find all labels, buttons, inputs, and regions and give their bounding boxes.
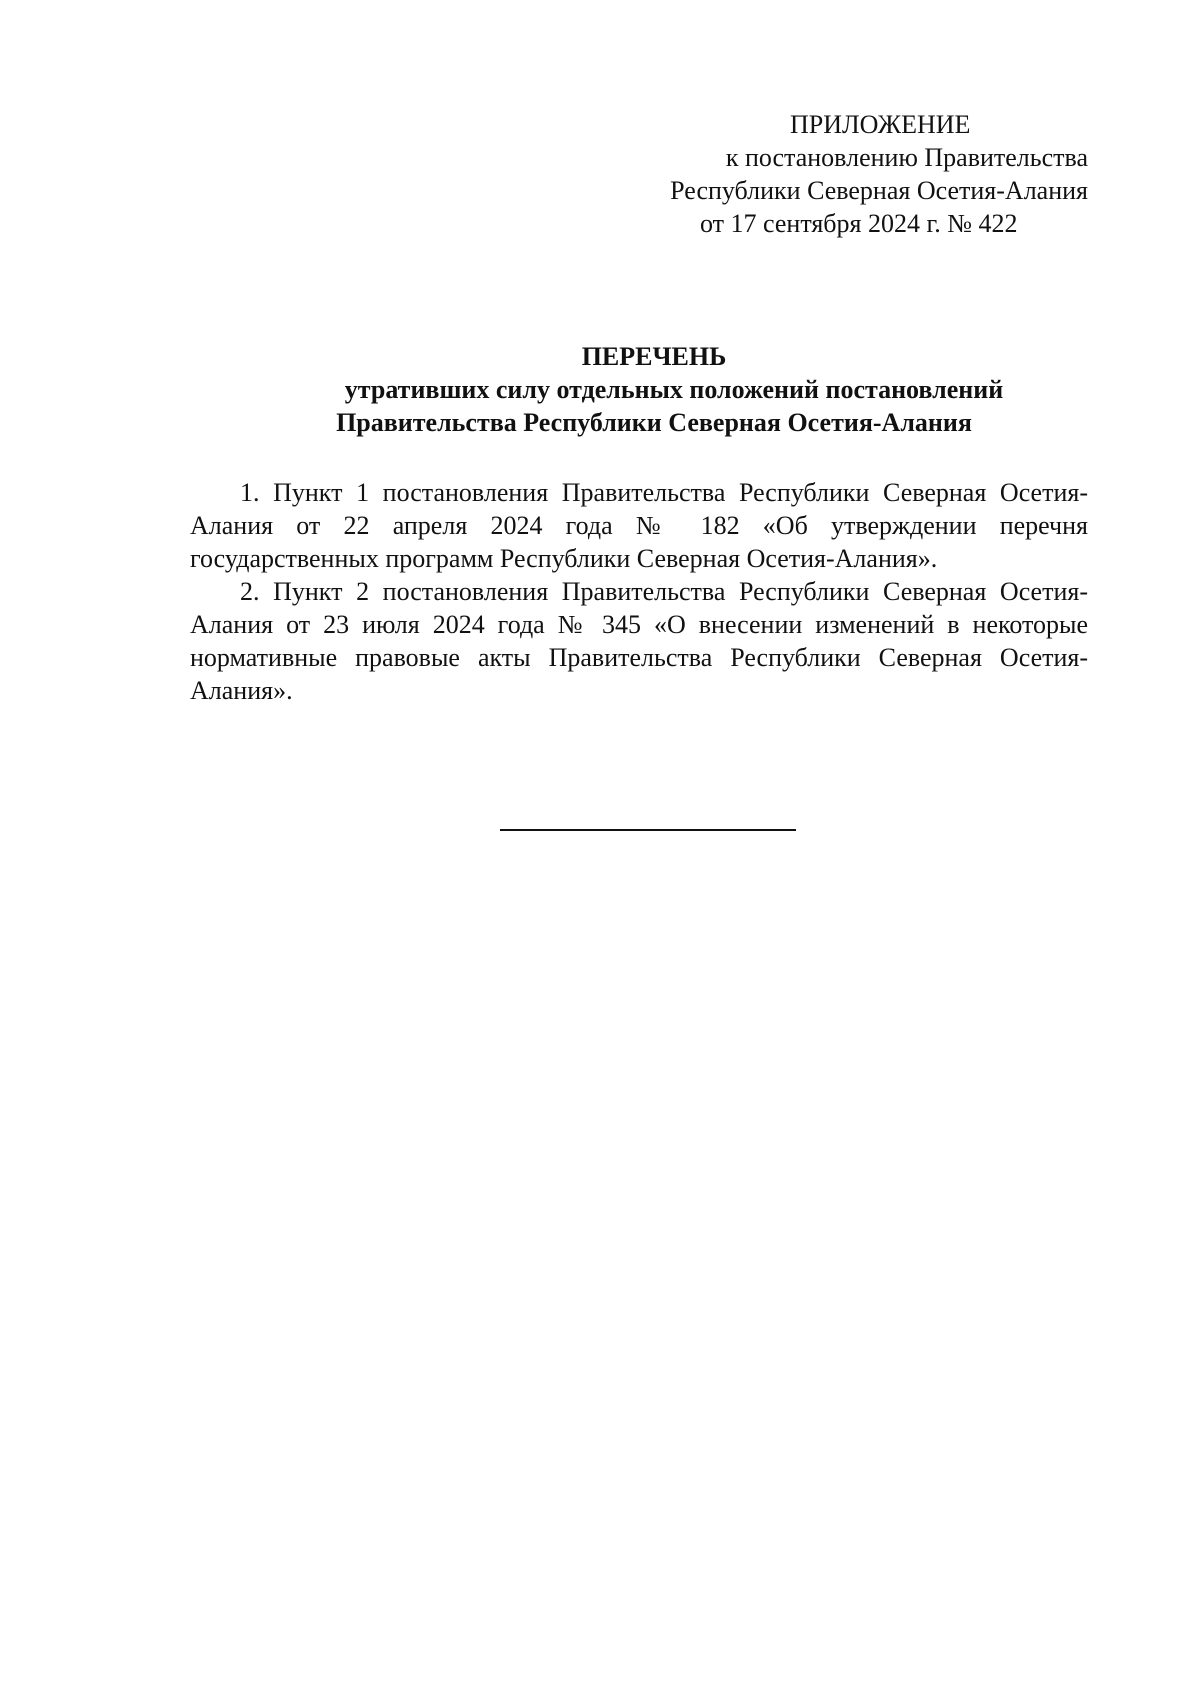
document-body [190,476,1088,707]
appendix-header [600,108,1088,240]
appendix-reference-line: к постановлению Правительства [725,143,1088,172]
appendix-government-line: Республики Северная Осетия-Алания [670,176,1088,205]
list-item: 1. Пункт 1 постановления Правительства Республики Северная Осетия-Алания от 22 апреля 2024 года № 182 «Об утверждении перечня государственных программ Республики Северная Осетия-Алания». [190,478,1088,573]
end-divider [500,829,796,831]
document-subheading-line-2: Правительства Республики Северная Осетия-Алания [336,408,972,437]
document-subheading-line-1: утративших силу отдельных положений постановлений [344,375,1004,404]
document-title-block [190,340,1088,439]
appendix-date-number: от 17 сентября 2024 г. № 422 [700,209,1018,238]
appendix-title: ПРИЛОЖЕНИЕ [790,110,971,139]
document-heading: ПЕРЕЧЕНЬ [581,342,727,371]
list-item: 2. Пункт 2 постановления Правительства Республики Северная Осетия-Алания от 23 июля 2024 года № 345 «О внесении изменений в некоторые нормативные правовые акты Правительства Республики Северная Осетия-Алания». [190,577,1088,705]
